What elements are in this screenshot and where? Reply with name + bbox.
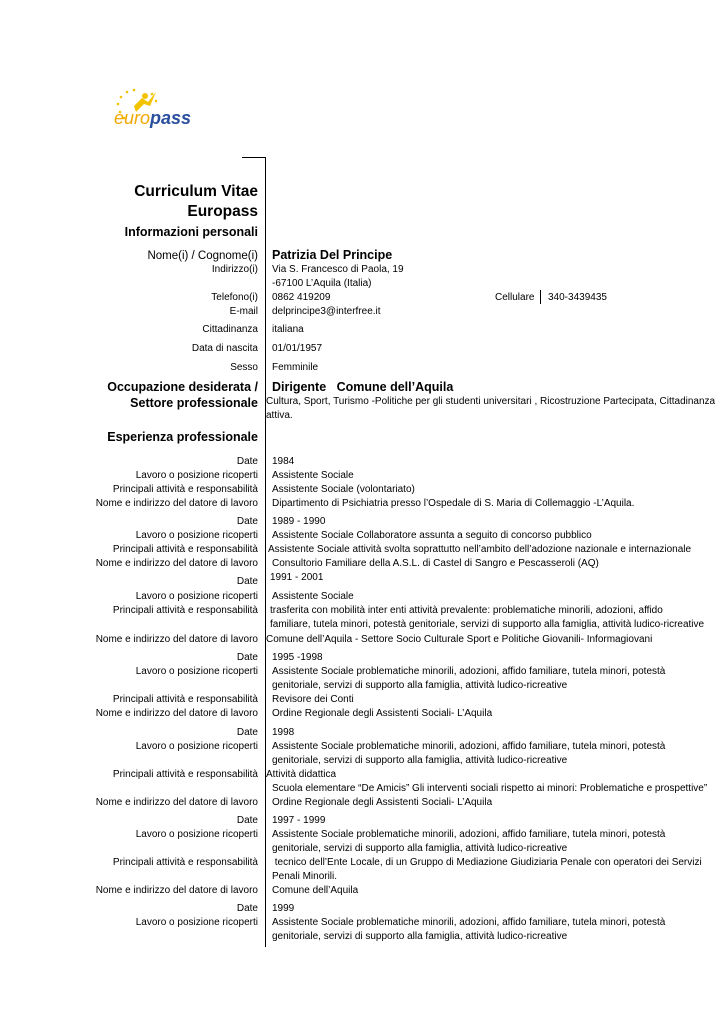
entry-activities: Revisore dei Conti <box>272 694 354 705</box>
occupation-label-line2: Settore professionale <box>130 396 258 410</box>
full-name: Patrizia Del Principe <box>272 248 393 262</box>
birth-label: Data di nascita <box>191 343 258 354</box>
phone: 0862 419209 <box>272 292 331 303</box>
position-label: Lavoro o posizione ricoperti <box>135 829 258 840</box>
entry-date: 1989 - 1990 <box>272 516 326 527</box>
entry-position-line2: genitoriale, servizi di supporto alla famiglia, attività ludico-ricreative <box>272 680 568 691</box>
entry-position-line1: Assistente Sociale problematiche minorili, adozioni, affido familiare, tutela minori, potestà <box>272 829 666 840</box>
birth-date: 01/01/1957 <box>272 343 323 354</box>
entry-date: 1999 <box>272 903 295 914</box>
mobile-label: Cellulare <box>495 292 535 303</box>
entry-employer: Ordine Regionale degli Assistenti Sociali- L’Aquila <box>272 708 493 719</box>
employer-label: Nome e indirizzo del datore di lavoro <box>95 634 258 645</box>
occupation-title: Dirigente Comune dell’Aquila <box>272 380 454 394</box>
entry-activities-line1: trasferita con mobilità inter enti attività prevalente: problematiche minorili, adozioni, affido <box>270 605 663 616</box>
activities-label: Principali attività e responsabilità <box>112 605 258 616</box>
cv-title-line2: Europass <box>187 203 258 220</box>
email: delprincipe3@interfree.it <box>272 306 381 317</box>
entry-date: 1984 <box>272 456 295 467</box>
mobile: 340-3439435 <box>548 292 607 303</box>
personal-info-heading: Informazioni personali <box>124 225 258 239</box>
entry-employer: Comune dell’Aquila <box>272 885 359 896</box>
date-label: Date <box>236 727 258 738</box>
activities-label: Principali attività e responsabilità <box>112 769 258 780</box>
date-label: Date <box>236 456 258 467</box>
header-rule <box>242 157 266 158</box>
employer-label: Nome e indirizzo del datore di lavoro <box>95 797 258 808</box>
employer-label: Nome e indirizzo del datore di lavoro <box>95 498 258 509</box>
address-label: Indirizzo(i) <box>211 264 258 275</box>
citizenship: italiana <box>272 324 304 335</box>
entry-date: 1995 -1998 <box>272 652 323 663</box>
europass-logo <box>112 84 212 132</box>
entry-position: Assistente Sociale <box>272 591 354 602</box>
entry-position: Assistente Sociale Collaboratore assunta a seguito di concorso pubblico <box>272 530 592 541</box>
entry-date: 1998 <box>272 727 295 738</box>
entry-activities: Assistente Sociale attività svolta soprattutto nell’ambito dell’adozione nazionale e internazionale <box>268 544 692 555</box>
name-label: Nome(i) / Cognome(i) <box>147 250 258 262</box>
activities-label: Principali attività e responsabilità <box>112 857 258 868</box>
citizenship-label: Cittadinanza <box>202 324 258 335</box>
entry-activities-line1: tecnico dell’Ente Locale, di un Gruppo di Mediazione Giudiziaria Penale con operatori dei Servizi <box>272 857 702 868</box>
date-label: Date <box>236 576 258 587</box>
entry-activities-line1: Attività didattica <box>266 769 337 780</box>
position-label: Lavoro o posizione ricoperti <box>135 530 258 541</box>
entry-employer: Comune dell’Aquila - Settore Socio Culturale Sport e Politiche Giovanili- Informagiovani <box>266 634 653 645</box>
position-label: Lavoro o posizione ricoperti <box>135 666 258 677</box>
entry-position-line2: genitoriale, servizi di supporto alla famiglia, attività ludico-ricreative <box>272 931 568 942</box>
experience-heading: Esperienza professionale <box>107 430 258 444</box>
date-label: Date <box>236 815 258 826</box>
entry-position-line2: genitoriale, servizi di supporto alla famiglia, attività ludico-ricreative <box>272 843 568 854</box>
entry-position-line1: Assistente Sociale problematiche minorili, adozioni, affido familiare, tutela minori, potestà <box>272 917 666 928</box>
employer-label: Nome e indirizzo del datore di lavoro <box>95 885 258 896</box>
position-label: Lavoro o posizione ricoperti <box>135 591 258 602</box>
entry-employer: Consultorio Familiare della A.S.L. di Castel di Sangro e Pescasseroli (AQ) <box>272 558 599 569</box>
logo-text-euro: euro <box>114 108 151 128</box>
entry-position-line1: Assistente Sociale problematiche minorili, adozioni, affido familiare, tutela minori, potestà <box>272 741 666 752</box>
address-line1: Via S. Francesco di Paola, 19 <box>272 264 404 275</box>
occupation-desc-line2: attiva. <box>266 410 293 421</box>
logo-text-pass: pass <box>150 108 192 128</box>
entry-employer: Ordine Regionale degli Assistenti Sociali- L’Aquila <box>272 797 493 808</box>
entry-activities-line2: Penali Minorili. <box>272 871 338 882</box>
position-label: Lavoro o posizione ricoperti <box>135 741 258 752</box>
entry-activities: Assistente Sociale (volontariato) <box>272 484 415 495</box>
employer-label: Nome e indirizzo del datore di lavoro <box>95 558 258 569</box>
entry-position-line2: genitoriale, servizi di supporto alla famiglia, attività ludico-ricreative <box>272 755 568 766</box>
entry-position-line1: Assistente Sociale problematiche minorili, adozioni, affido familiare, tutela minori, potestà <box>272 666 666 677</box>
employer-label: Nome e indirizzo del datore di lavoro <box>95 708 258 719</box>
entry-employer: Dipartimento di Psichiatria presso l’Ospedale di S. Maria di Collemaggio -L’Aquila. <box>272 498 635 509</box>
activities-label: Principali attività e responsabilità <box>112 544 258 555</box>
occupation-label-line1: Occupazione desiderata / <box>107 380 258 394</box>
entry-date: 1997 - 1999 <box>272 815 326 826</box>
cv-title-line1: Curriculum Vitae <box>134 183 258 200</box>
entry-activities-line2: Scuola elementare “De Amicis” Gli interventi sociali rispetto ai minori: Problematiche e prospettive” <box>272 783 708 794</box>
column-divider <box>265 157 266 947</box>
activities-label: Principali attività e responsabilità <box>112 694 258 705</box>
sex-label: Sesso <box>230 362 258 373</box>
phone-label: Telefono(i) <box>211 292 258 303</box>
position-label: Lavoro o posizione ricoperti <box>135 917 258 928</box>
mobile-divider <box>540 290 541 304</box>
activities-label: Principali attività e responsabilità <box>112 484 258 495</box>
sex: Femminile <box>272 362 319 373</box>
date-label: Date <box>236 652 258 663</box>
entry-position: Assistente Sociale <box>272 470 354 481</box>
entry-activities-line2: familiare, tutela minori, potestà genitoriale, servizi di supporto alla famiglia, attività ludico-ricreative <box>270 619 705 630</box>
occupation-desc-line1: Cultura, Sport, Turismo -Politiche per gli studenti universitari , Ricostruzione Partecipata, Cittadinanza <box>266 396 716 407</box>
email-label: E-mail <box>229 306 258 317</box>
position-label: Lavoro o posizione ricoperti <box>135 470 258 481</box>
address-line2: -67100 L’Aquila (Italia) <box>272 278 372 289</box>
entry-date: 1991 - 2001 <box>270 572 324 583</box>
date-label: Date <box>236 903 258 914</box>
date-label: Date <box>236 516 258 527</box>
